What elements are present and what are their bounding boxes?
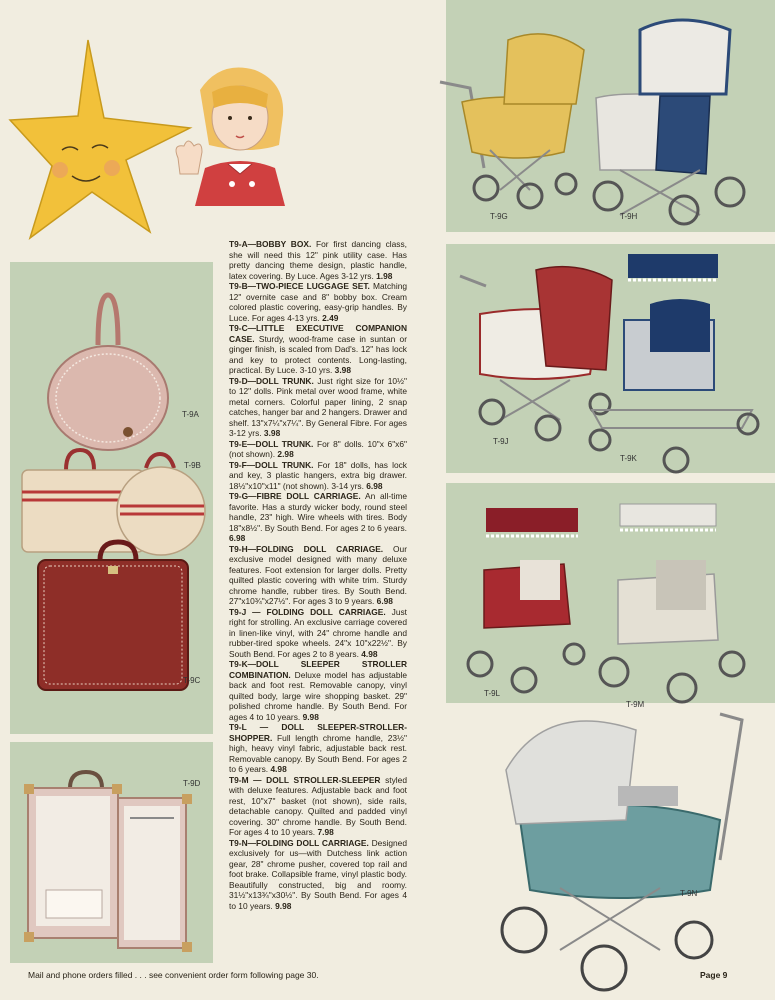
folding-carriage-blue-illustration [594,20,744,224]
label-t9h: T-9H [620,212,638,221]
entry-price: 3.98 [334,365,351,375]
entry-description: Sturdy, wood-frame case in suntan or ginger finish, is scaled from Dad's. 12" has lock and key to protect contents. Long-lasting, practical. By Luce. 3-10 yrs. [229,333,407,375]
entry-description: For 8" dolls. 10"x 6"x6" (not shown). [229,438,407,459]
entry-price: 9.98 [275,900,292,911]
sleeper-stroller-shopper-illustration [468,508,584,692]
label-t9c: T-9C [183,676,201,685]
entry-description: styled with deluxe features. Adjustable back and foot rest, 10"x7" basket (not shown), side rails, detachable canopy. Quilted and padded vinyl covering. 30" chrome handle. By South Bend. For ages 4 to 10 years. [229,774,407,837]
catalog-entry [229,607,407,660]
folding-carriage-large-illustration [502,714,742,990]
catalog-entry [229,775,407,838]
folding-carriage-red-illustration [460,267,612,440]
entry-description: Matching 12" overnite case and 8" bobby box. Cream colored plastic covering, easy-grip handles. By Luce. For ages 4-13 yrs. [229,281,408,323]
entry-code: T9-L — DOLL SLEEPER-STROLLER-SHOPPER. [229,722,407,743]
bobby-box-illustration [48,295,168,450]
entry-code: T9-N—FOLDING DOLL CARRIAGE. [229,837,369,848]
entry-description: Deluxe model has adjustable back and foot rest. Removable canopy, vinyl quilted body, large wire shopping basket. 29" polished chrome handle. By South Bend. For ages 4 to 10 years. [229,669,407,722]
entry-price: 2.98 [277,449,294,459]
luggage-set-illustration [22,450,205,555]
order-note-footer: Mail and phone orders filled . . . see convenient order form following page 30. [28,970,319,980]
label-t9b: T-9B [184,461,201,470]
entry-price: 9.98 [302,711,319,722]
entry-code: T9-B—TWO-PIECE LUGGAGE SET. [229,281,370,291]
entry-price: 2.49 [322,312,339,323]
entry-code: T9-A—BOBBY BOX. [229,239,312,249]
catalog-entry [229,659,407,722]
catalog-entry [229,281,407,323]
entry-price: 6.98 [376,596,393,606]
label-t9a: T-9A [182,410,199,419]
label-t9n: T-9N [680,889,698,898]
catalog-entry [229,323,407,376]
entry-description: Just right for strolling. An exclusive carriage covered in linen-like vinyl, with 24" chrome handle and rubber-tired spoke wheels. 24"x 10"x22½". By South Bend. For ages 2 to 8 years. [229,606,407,659]
entry-code: T9-J — FOLDING DOLL CARRIAGE. [229,606,386,617]
entry-code: T9-F—DOLL TRUNK. [229,459,314,470]
entry-price: 1.98 [376,270,393,281]
girl-illustration [176,68,285,207]
entry-code: T9-G—FIBRE DOLL CARRIAGE. [229,491,361,501]
star-mascot-illustration [10,40,190,238]
catalog-entry [229,376,407,439]
catalog-entry [229,239,407,281]
entry-code: T9-H—FOLDING DOLL CARRIAGE. [229,543,384,554]
entry-code: T9-E—DOLL TRUNK. [229,438,314,449]
catalog-entry [229,722,407,775]
entry-description: For first dancing class, she will need this 12" pink utility case. Has pretty dancing theme design, plastic handle, latex covering. By Luce. Ages 3-12 yrs. [229,239,407,281]
entry-price: 3.98 [263,428,281,438]
entry-description: Just right size for 10½" to 12" dolls. Pink metal over wood frame, white metal corners. Colorful paper lining, 2 snap catches, hanger bar and 2 hangers. Drawer and shelf. 13"x7¼"x7¼". By General Fibre. For ages 3-12 yrs. [229,375,407,438]
label-t9k: T-9K [620,454,637,463]
entry-description: Full length chrome handle, 23½" high, heavy vinyl fabric, adjustable back rest. Removable canopy. By South Bend. For ages 2 to 6 years. [229,732,407,774]
entry-description: An all-time favorite. Has a sturdy wicker body, round steel handle, 23" high. Wire wheels with tires. Body 18"x8½". By South Bend. For ages 2 to 6 years. [229,491,407,533]
entry-code: T9-C—LITTLE EXECUTIVE COMPANION CASE. [229,323,407,344]
catalog-description-column [229,239,407,911]
label-t9j: T-9J [493,437,509,446]
label-t9g: T-9G [490,212,508,221]
entry-description: Designed exclusively for us—with Dutchess link action gear, 28" chrome pusher, covered top rail and foot brake. Collapsible frame, vinyl plastic body. Beautifully constructed, big and roomy. 31½"x13¾"x30½". By South Bend. For ages 4 to 10 years. [229,837,407,911]
stroller-sleeper-illustration [600,504,744,702]
wicker-carriage-illustration [440,34,584,208]
entry-price: 6.98 [366,480,383,491]
entry-code: T9-K—DOLL SLEEPER STROLLER COMBINATION. [229,659,407,680]
entry-price: 6.98 [229,533,246,543]
entry-price: 7.98 [317,827,334,837]
entry-description: For 18" dolls, has lock and key, 3 plastic hangers, extra big drawer. 18½"x10"x11" (not shown). 3-14 yrs. [229,459,407,491]
entry-code: T9-D—DOLL TRUNK. [229,375,314,386]
catalog-entry [229,460,407,492]
entry-description: Our exclusive model designed with many deluxe features. Foot extension for larger dolls. Pretty quilted plastic covering with white trim. Sturdy chrome handle, rubber tires. By South Bend. 27"x10¾"x27½". For ages 3 to 9 years. [229,543,407,606]
page-number: Page 9 [700,970,728,980]
catalog-entry [229,491,407,544]
entry-price: 4.98 [270,764,287,774]
entry-code: T9-M — DOLL STROLLER-SLEEPER [229,774,381,785]
catalog-entry [229,439,407,460]
executive-case-illustration [38,542,188,690]
label-t9d: T-9D [183,779,201,788]
label-t9l: T-9L [484,689,501,698]
label-t9m: T-9M [626,700,645,709]
catalog-entry [229,838,407,912]
catalog-entry [229,544,407,607]
doll-trunk-illustration [24,772,192,952]
sleeper-stroller-combination-illustration [590,254,758,472]
entry-price: 4.98 [361,648,378,659]
